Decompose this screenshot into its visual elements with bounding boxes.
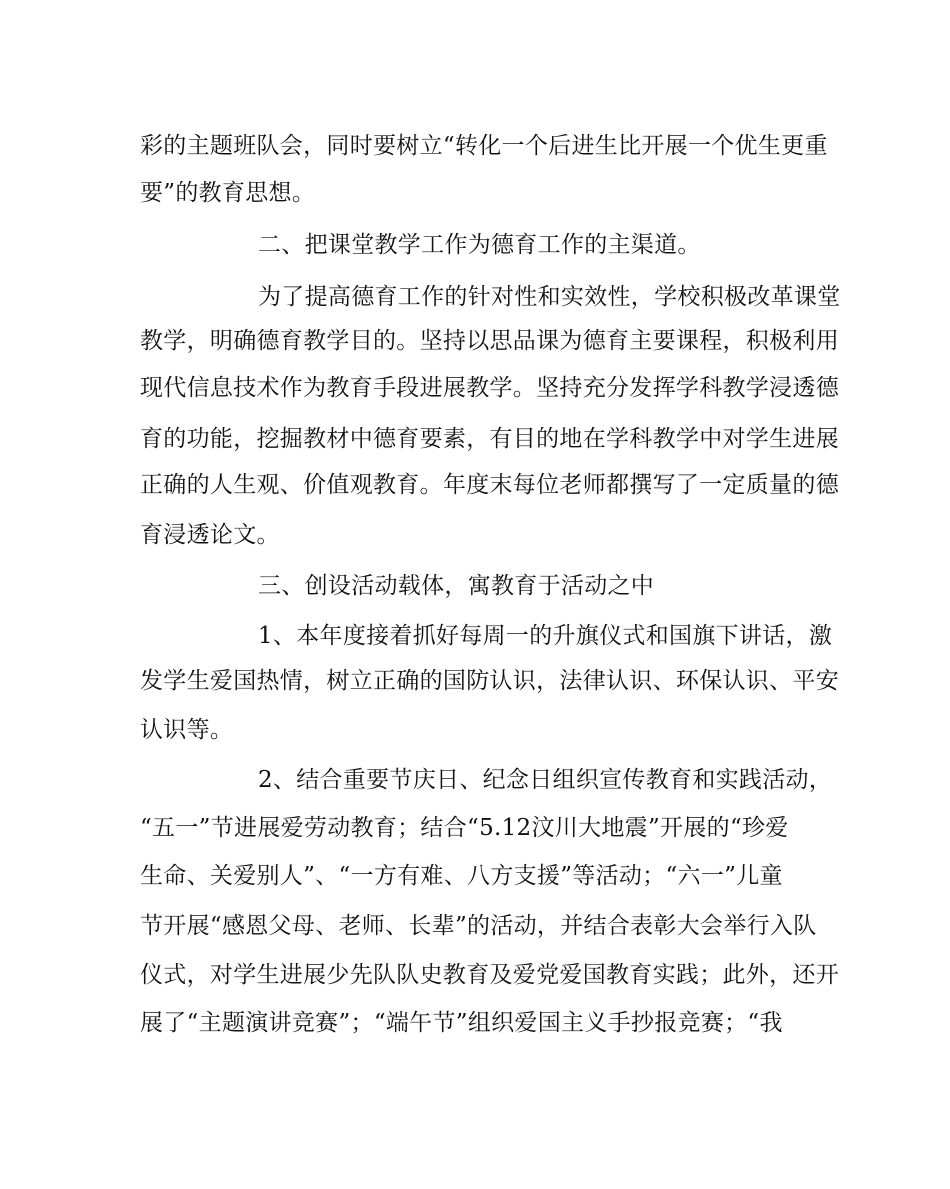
- paragraph-line: 1、本年度接着抓好每周一的升旗仪式和国旗下讲话，激: [258, 623, 833, 649]
- paragraph-line: 展了“主题演讲竞赛”；“端午节”组织爱国主义手抄报竞赛；“我: [140, 1010, 783, 1036]
- paragraph-line: 要”的教育思想。: [140, 180, 316, 206]
- section-heading: 二、把课堂教学工作为德育工作的主渠道。: [258, 232, 701, 258]
- paragraph-line: 教学，明确德育教学目的。坚持以思品课为德育主要课程，积极利用: [140, 328, 839, 354]
- paragraph-line: 2、结合重要节庆日、纪念日组织宣传教育和实践活动，: [258, 767, 833, 793]
- section-heading: 三、创设活动载体，寓教育于活动之中: [258, 573, 655, 599]
- paragraph-line: 育的功能，挖掘教材中德育要素，有目的地在学科教学中对学生进展: [140, 426, 839, 452]
- paragraph-line: 为了提高德育工作的针对性和实效性，学校积极改革课堂: [258, 284, 841, 310]
- paragraph-line: 仪式，对学生进展少先队队史教育及爱党爱国教育实践；此外，还开: [140, 962, 839, 988]
- paragraph-line: 现代信息技术作为教育手段进展教学。坚持充分发挥学科教学浸透德: [140, 375, 839, 401]
- paragraph-line: 发学生爱国热情，树立正确的国防认识，法律认识、环保认识、平安: [140, 668, 839, 694]
- paragraph-line: 育浸透论文。: [140, 522, 280, 548]
- paragraph-line: 正确的人生观、价值观教育。年度末每位老师都撰写了一定质量的德: [140, 472, 839, 498]
- paragraph-line: 节开展“感恩父母、老师、长辈”的活动，并结合表彰大会举行入队: [140, 913, 817, 939]
- paragraph-line: “五一”节进展爱劳动教育；结合“5.12汶川大地震”开展的“珍爱: [140, 815, 789, 841]
- paragraph-line: 认识等。: [140, 717, 234, 743]
- paragraph-line: 彩的主题班队会，同时要树立“转化一个后进生比开展一个优生更重: [140, 133, 828, 159]
- paragraph-line: 生命、关爱别人”、“一方有难、八方支援”等活动；“六一”儿童: [140, 863, 783, 889]
